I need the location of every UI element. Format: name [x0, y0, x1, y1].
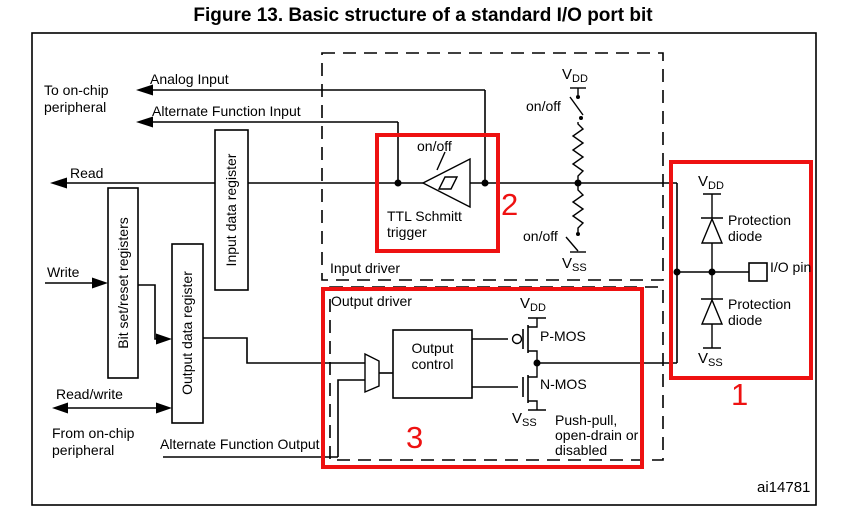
output-control-label-line1: Output: [411, 340, 454, 356]
pullup-switch-icon: [570, 97, 583, 115]
pullup-resistor-icon: [573, 122, 583, 183]
vdd-base: V: [698, 173, 709, 190]
readwrite-right-arrowhead-icon: [156, 403, 172, 414]
io-pin-label: I/O pin: [770, 259, 812, 275]
vdd-pull-label: [562, 66, 588, 83]
output-mode-label-line1: Push-pull,: [555, 412, 618, 428]
vss-pull-label: [562, 255, 587, 272]
alt-func-input-arrowhead-icon: [136, 117, 153, 128]
output-mode-label-line2: open-drain or: [555, 427, 639, 443]
output-driver-label: Output driver: [331, 293, 412, 309]
protection-diode-top-label-line2: diode: [728, 228, 763, 244]
vss-nmos-label: [512, 410, 537, 427]
pulldown-switch-icon: [566, 237, 578, 251]
pulldown-resistor-icon: [573, 183, 583, 232]
vdd-diode-label: [698, 173, 724, 190]
alternate-function-output-label: Alternate Function Output: [160, 436, 320, 452]
schmitt-onoff-label: on/off: [417, 138, 452, 154]
readwrite-left-arrowhead-icon: [52, 403, 68, 414]
read-label: Read: [70, 165, 104, 181]
output-mode-label-line3: disabled: [555, 442, 608, 458]
from-on-chip-label-line2: peripheral: [52, 442, 115, 458]
vss-sub: SS: [572, 262, 587, 274]
mux-icon: [365, 354, 379, 392]
protection-diode-top-label-line1: Protection: [728, 212, 792, 228]
vss-sub: SS: [522, 417, 537, 429]
input-driver-label: Input driver: [330, 260, 401, 276]
vdd-sub: DD: [708, 180, 724, 192]
figure-title: Figure 13. Basic structure of a standard I/O port bit: [193, 5, 653, 26]
schmitt-onoff-control-line: [437, 152, 445, 170]
pmos-label: P-MOS: [540, 328, 586, 344]
pullup-onoff-label: on/off: [526, 98, 561, 114]
alternate-function-input-label: Alternate Function Input: [152, 103, 301, 119]
vdd-pmos-label: [520, 295, 546, 312]
nmos-label: N-MOS: [540, 376, 587, 392]
to-on-chip-label-line2: peripheral: [44, 99, 107, 115]
pulldown-onoff-label: on/off: [523, 228, 558, 244]
vss-sub: SS: [708, 357, 723, 369]
ttl-schmitt-label-line1: TTL Schmitt: [387, 208, 462, 224]
from-on-chip-label-line1: From on-chip: [52, 425, 135, 441]
bsr-to-odr-arrowhead-icon: [156, 334, 172, 345]
schmitt-trigger-icon: [423, 152, 470, 207]
input-data-register-label: Input data register: [223, 153, 239, 267]
write-arrowhead-icon: [92, 278, 108, 289]
output-control-label-line2: control: [411, 356, 454, 372]
read-write-label: Read/write: [56, 386, 123, 402]
vss-base: V: [698, 350, 709, 367]
protection-diode-bottom-label-line1: Protection: [728, 296, 792, 312]
annotation-number-1: 1: [731, 377, 749, 412]
bit-set-reset-registers-label: Bit set/reset registers: [115, 217, 131, 349]
vdd-sub: DD: [572, 73, 588, 85]
figure-code-label: ai14781: [757, 479, 811, 496]
vss-base: V: [562, 255, 573, 272]
output-data-register-label: Output data register: [179, 271, 195, 395]
pull-up-down-network: [566, 88, 586, 252]
protection-diode-bottom-label-line2: diode: [728, 312, 763, 328]
input-driver-dashed-box: [322, 53, 663, 280]
vdd-base: V: [562, 66, 573, 83]
protection-diode-bottom-icon: [702, 300, 722, 324]
analog-input-label: Analog Input: [150, 71, 229, 87]
protection-diode-top-icon: [702, 219, 722, 243]
vdd-sub: DD: [530, 302, 546, 314]
vdd-base: V: [520, 295, 531, 312]
write-label: Write: [47, 264, 80, 280]
annotation-number-3: 3: [406, 420, 424, 455]
io-pin-square: [749, 263, 767, 281]
annotation-number-2: 2: [501, 187, 519, 222]
read-arrowhead-icon: [50, 178, 67, 189]
ttl-schmitt-label-line2: trigger: [387, 224, 427, 240]
vss-base: V: [512, 410, 523, 427]
to-on-chip-label-line1: To on-chip: [44, 82, 109, 98]
vss-diode-label: [698, 350, 723, 367]
figure-frame: [32, 33, 816, 505]
